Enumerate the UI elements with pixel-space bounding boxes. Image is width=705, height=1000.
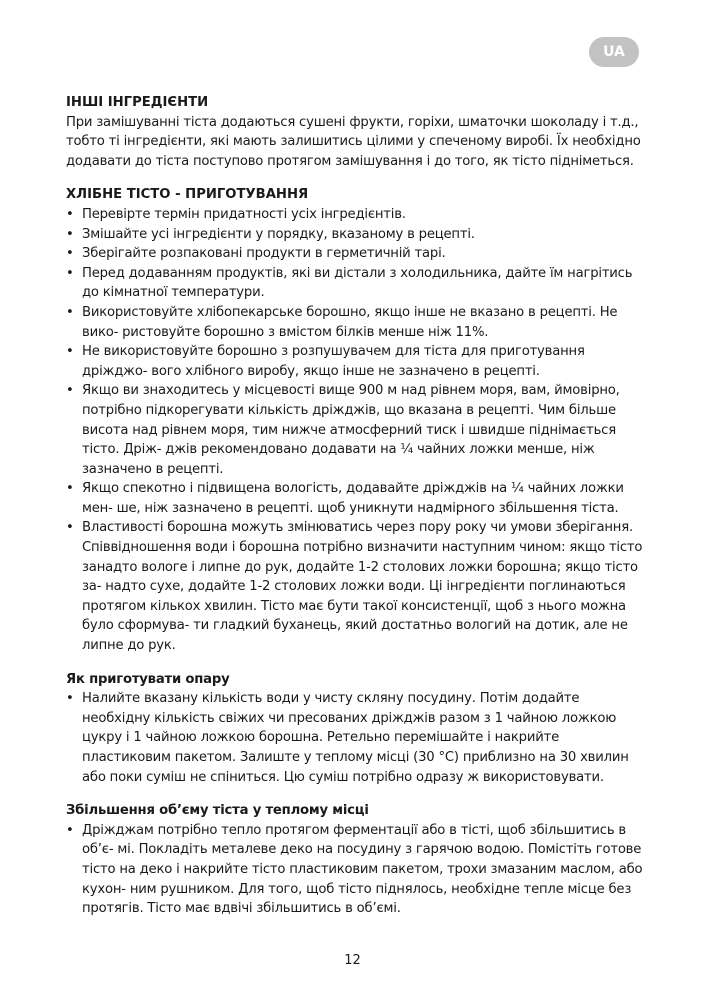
list-item: • Перевірте термін придатності усіх інгредієнтів. [66, 205, 643, 225]
section-rise [66, 801, 643, 919]
list-item: • Зберігайте розпаковані продукти в герметичній тарі. [66, 244, 643, 264]
section-paragraph: При замішуванні тіста додаються сушені фрукти, горіхи, шматочки шоколаду і т.д., тобто ті інгредієнти, які мають залишитись цілими у спеченому виробі. Їх необхідно додавати до тіста поступово протягом замішування і до того, як тісто підніметься. [66, 114, 641, 169]
language-badge: UA [589, 37, 639, 67]
list-item: • Налийте вказану кількість води у чисту скляну посудину. Потім додайте необхідну кількість свіжих чи пресованих дріжджів разом з 1 чайною ложкою цукру і 1 чайною ложкою борошна. Ретельно перемішайте і накрийте пластиковим пакетом. Залиште у теплому місці (30 °C) приблизно на 30 хвилин або поки суміш не спіниться. Цю суміш потрібно одразу ж використовувати. [66, 689, 643, 787]
document-body [66, 93, 643, 933]
list-item: • Дріжджам потрібно тепло протягом ферментації або в тісті, щоб збільшитись в об’є- мі. Покладіть металеве деко на посудину з гарячою водою. Помістіть готове тісто на деко і накрийте тісто пластиковим пакетом, трохи змазаним маслом, або кухон- ним рушником. Для того, щоб тісто піднялось, необхідне тепле місце без протягів. Тісто має вдвічі збільшитись в об’ємі. [66, 821, 643, 919]
section-heading: Збільшення об’єму тіста у теплому місці [66, 803, 369, 819]
section-sponge [66, 670, 643, 788]
page-number: 12 [344, 953, 361, 968]
list-item: • Змішайте усі інгредієнти у порядку, вказаному в рецепті. [66, 225, 643, 245]
list-item: • Якщо спекотно і підвищена вологість, додавайте дріжджів на ¼ чайних ложки мен- ше, ніж зазначено в рецепті. щоб уникнути надмірного збільшення тіста. [66, 479, 643, 518]
list-item: • Не використовуйте борошно з розпушувачем для тіста для приготування дріжджо- вого хлібного виробу, якщо інше не зазначено в рецепті. [66, 342, 643, 381]
section-bread-dough [66, 185, 643, 655]
list-item: • Властивості борошна можуть змінюватись через пору року чи умови зберігання. Співвідношення води і борошна потрібно визначити наступним чином: якщо тісто занадто вологе і липне до рук, додайте 1-2 столових ложки борошна; якщо тісто за- надто сухе, додайте 1-2 столових ложки води. Ці інгредієнти поглинаються протягом кількох хвилин. Тісто має бути такої консистенції, щоб з нього можна було сформува- ти гладкий буханець, який достатньо вологий на дотик, але не липне до рук. [66, 518, 643, 655]
section-other-ingredients [66, 93, 643, 171]
list-item: • Якщо ви знаходитесь у місцевості вище 900 м над рівнем моря, вам, ймовірно, потрібно підкорегувати кількість дріжджів, що вказана в рецепті. Чим більше висота над рівнем моря, тим нижче атмосферний тиск і швидше піднімається тісто. Дріж- джів рекомендовано додавати на ¼ чайних ложки менше, ніж зазначено в рецепті. [66, 381, 643, 479]
bullet-list [66, 205, 643, 656]
section-heading: ХЛІБНЕ ТІСТО - ПРИГОТУВАННЯ [66, 187, 309, 203]
section-heading: ІНШІ ІНГРЕДІЄНТИ [66, 95, 209, 110]
list-item: • Перед додаванням продуктів, які ви дістали з холодильника, дайте їм нагрітись до кімнатної температури. [66, 264, 643, 303]
list-item: • Використовуйте хлібопекарське борошно, якщо інше не вказано в рецепті. Не вико- ристовуйте борошно з вмістом білків менше ніж 11%. [66, 303, 643, 342]
bullet-list [66, 821, 643, 919]
section-heading: Як приготувати опару [66, 671, 230, 687]
bullet-list [66, 689, 643, 787]
